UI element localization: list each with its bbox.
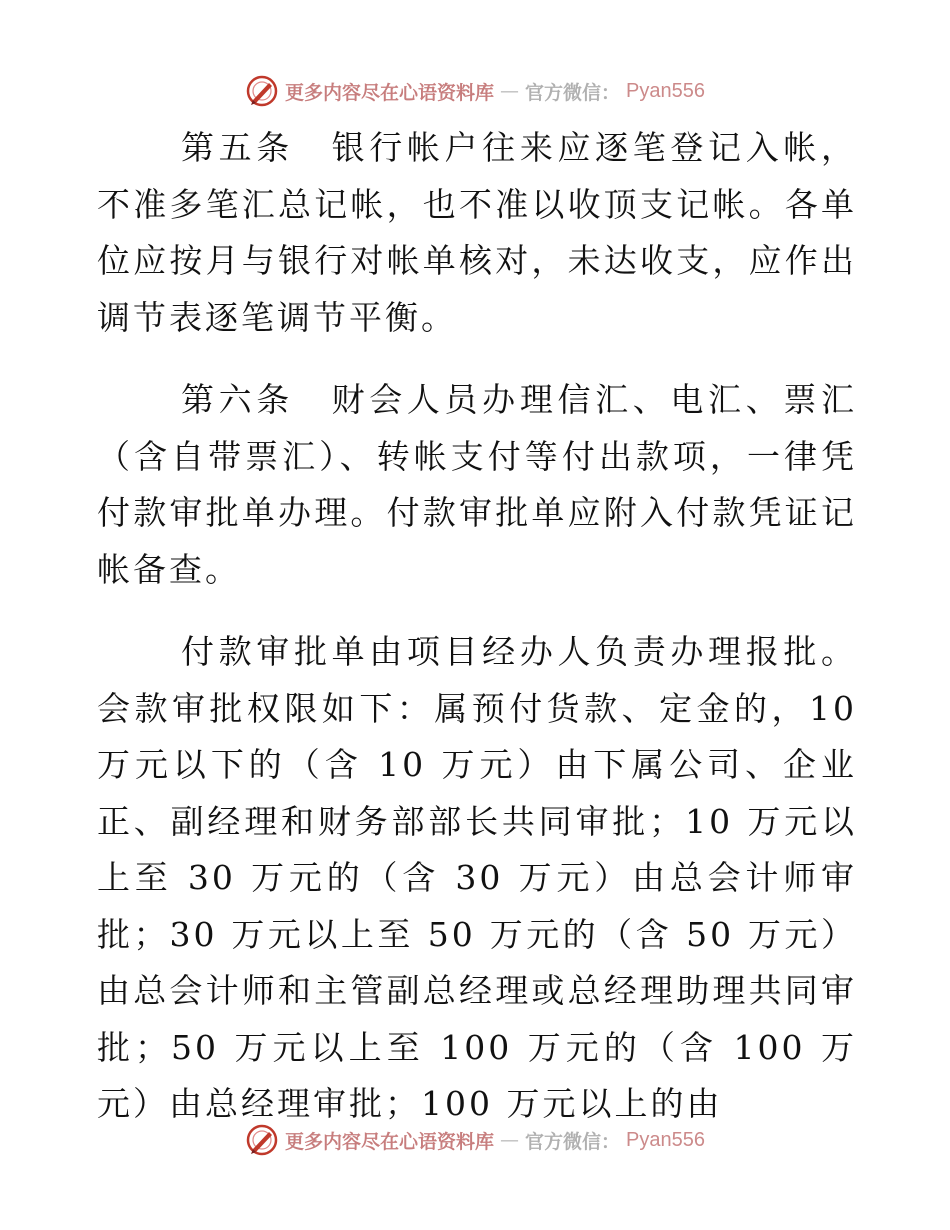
header-watermark [0, 71, 950, 111]
watermark-wechat-id: Pyan556 [626, 79, 705, 102]
watermark-brand: 更多内容尽在心语资料库 [285, 1130, 495, 1153]
watermark-brand: 更多内容尽在心语资料库 [285, 81, 495, 104]
paragraph-approval-authority: 付款审批单由项目经办人负责办理报批。会款审批权限如下：属预付货款、定金的，10 万元以下的（含 10 万元）由下属公司、企业正、副经理和财务部部长共同审批；10 万元以上至 30 万元的（含 30 万元）由总会计师审批；30 万元以上至 50 万元的（含 50 万元）由总会计师和主管副总经理或总经理助理共同审批；50 万元以上至 100 万元的（含 100 万元）由总经理审批；100 万元以上的由 [97, 632, 857, 1123]
pen-circle-logo-icon [245, 1123, 279, 1157]
watermark-separator: — [500, 1129, 520, 1151]
document-body [97, 120, 857, 1159]
watermark-separator: — [500, 80, 520, 102]
watermark-official-label: 官方微信： [525, 81, 621, 104]
watermark-official-label: 官方微信： [525, 1130, 621, 1153]
paragraph-article-6: 第六条 财会人员办理信汇、电汇、票汇（含自带票汇）、转帐支付等付出款项，一律凭付款审批单办理。付款审批单应附入付款凭证记帐备查。 [97, 380, 857, 589]
footer-watermark [0, 1120, 950, 1160]
paragraph-article-5: 第五条 银行帐户往来应逐笔登记入帐，不准多笔汇总记帐，也不准以收顶支记帐。各单位应按月与银行对帐单核对，未达收支，应作出调节表逐笔调节平衡。 [97, 128, 857, 337]
pen-circle-logo-icon [245, 74, 279, 108]
watermark-wechat-id: Pyan556 [626, 1128, 705, 1151]
